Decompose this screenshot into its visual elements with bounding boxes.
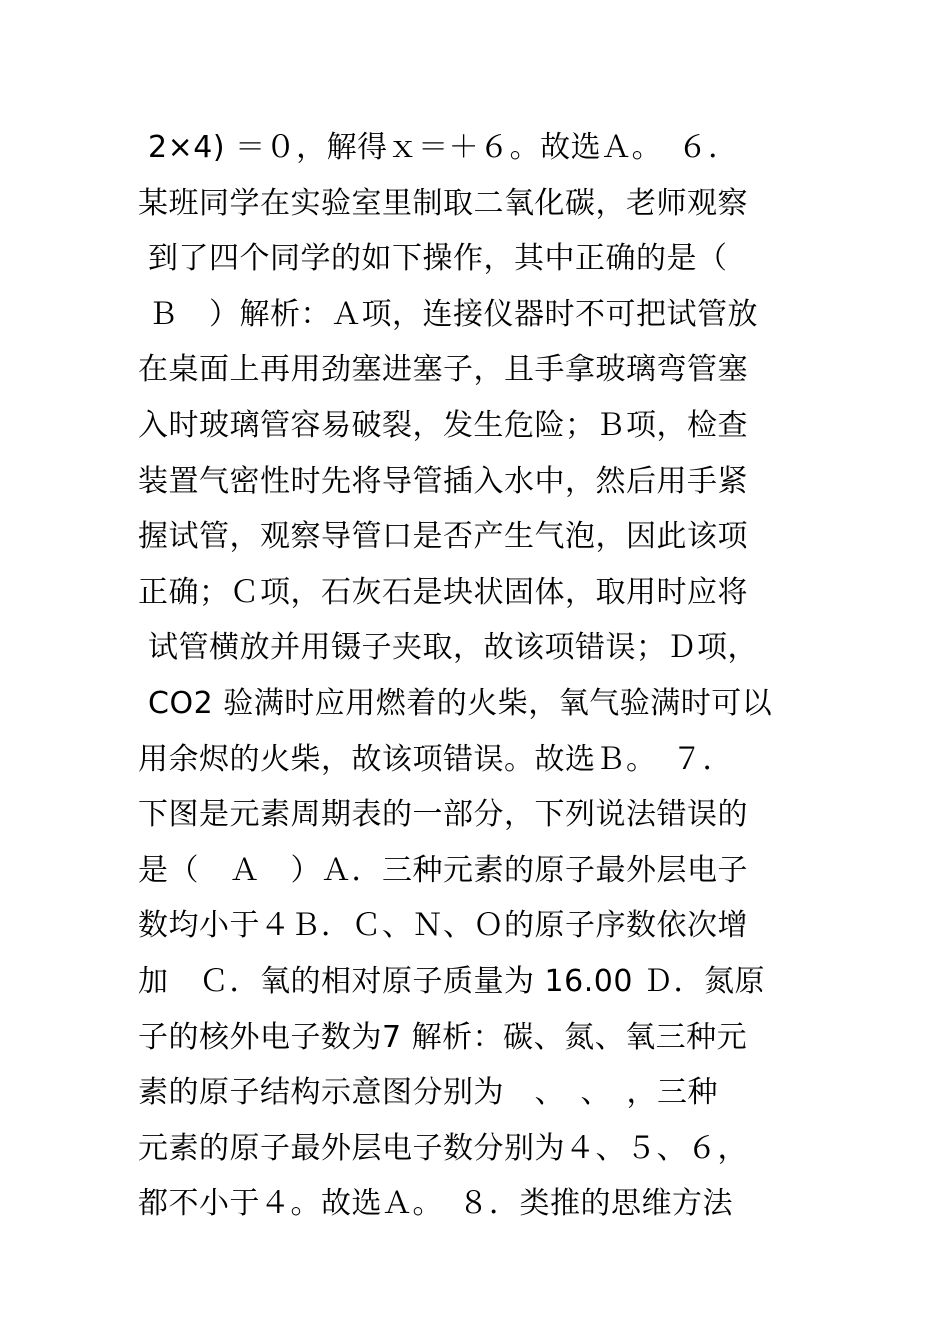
text-line: 装置气密性时先将导管插入水中，然后用手紧 <box>138 463 748 499</box>
text-line: 元素的原子最外层电子数分别为４、５、６， <box>138 1130 748 1166</box>
text-line: 到了四个同学的如下操作，其中正确的是（ <box>138 241 728 277</box>
text-line: 试管横放并用镊子夹取，故该项错误；Ｄ项， <box>138 630 759 666</box>
text-line: CO2 验满时应用燃着的火柴，氧气验满时可以 <box>138 685 773 721</box>
document-text <box>138 120 818 1232</box>
text-line: 某班同学在实验室里制取二氧化碳，老师观察 <box>138 185 748 221</box>
text-line: 加 Ｃ．氧的相对原子质量为 16.00 Ｄ．氮原 <box>138 963 765 999</box>
text-line: 在桌面上再用劲塞进塞子，且手拿玻璃弯管塞 <box>138 352 748 388</box>
text-line: 都不小于４。故选Ａ。 ８．类推的思维方法 <box>138 1186 733 1222</box>
text-line: 是（ Ａ ）Ａ．三种元素的原子最外层电子 <box>138 852 748 888</box>
text-line: 数均小于４Ｂ．Ｃ、Ｎ、Ｏ的原子序数依次增 <box>138 908 748 944</box>
text-line: 正确；Ｃ项，石灰石是块状固体，取用时应将 <box>138 574 748 610</box>
text-line: 用余烬的火柴，故该项错误。故选Ｂ。 ７． <box>138 741 733 777</box>
text-line: Ｂ ）解析：Ａ项，连接仪器时不可把试管放 <box>138 296 759 332</box>
text-line: 握试管，观察导管口是否产生气泡，因此该项 <box>138 519 748 555</box>
text-line: 素的原子结构示意图分别为 、 、 ，三种 <box>138 1075 718 1111</box>
text-line: 入时玻璃管容易破裂，发生危险；Ｂ项，检查 <box>138 407 748 443</box>
text-line: 2×4) ＝０，解得ｘ＝＋６。故选Ａ。 ６． <box>138 130 739 165</box>
text-line: 下图是元素周期表的一部分，下列说法错误的 <box>138 797 748 833</box>
text-line: 子的核外电子数为7 解析：碳、氮、氧三种元 <box>138 1019 748 1055</box>
